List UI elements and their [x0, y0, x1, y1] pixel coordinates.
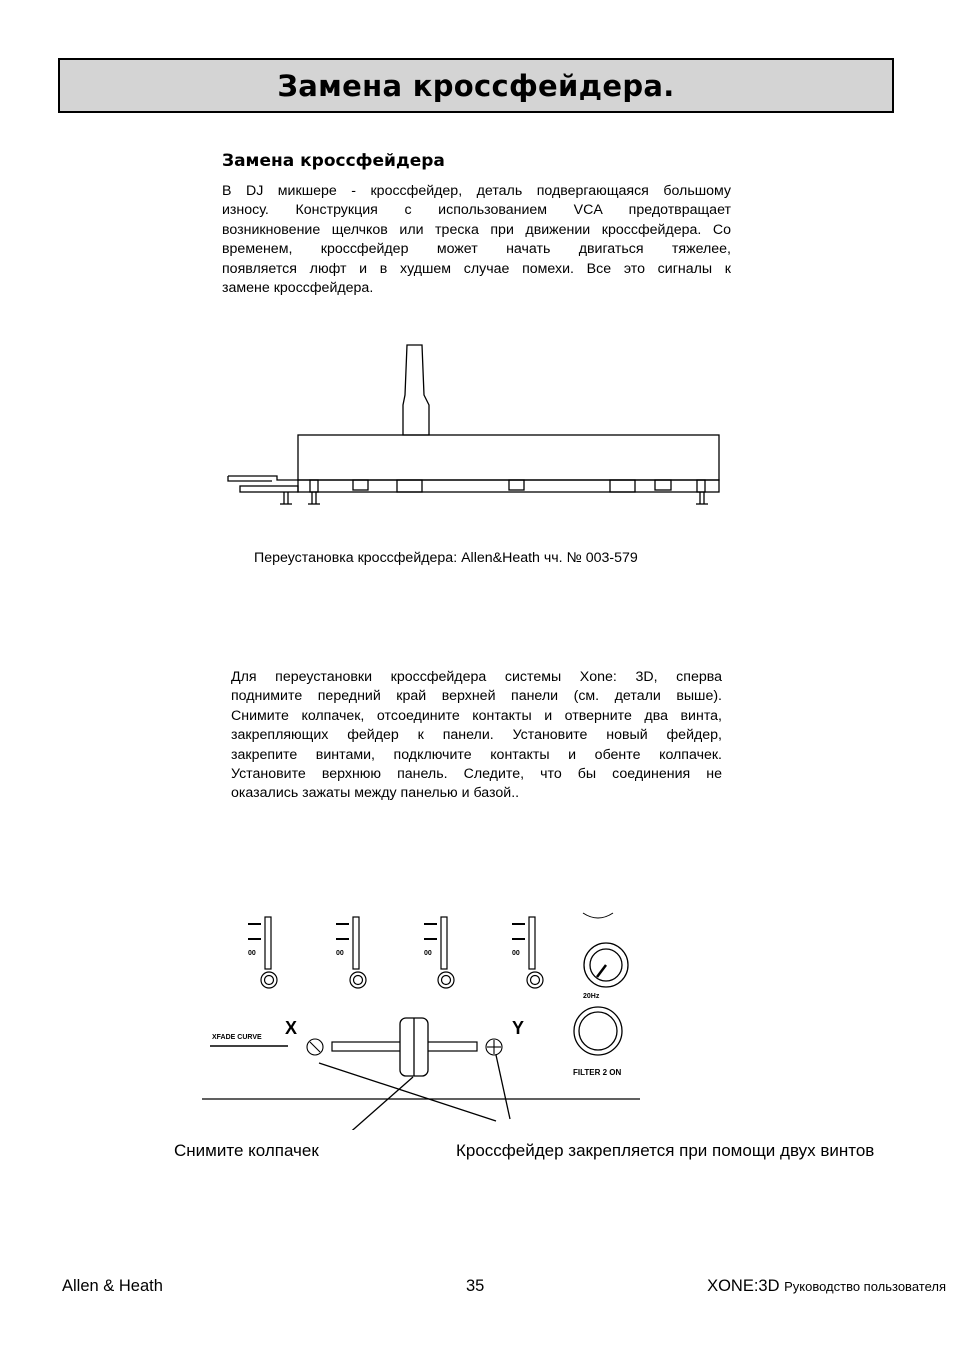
- fader-mark: 00: [336, 950, 344, 957]
- hz-label: 20Hz: [583, 993, 600, 1000]
- intro-line: замене кроссфейдера.: [222, 280, 374, 297]
- callout-screws: Кроссфейдер закрепляется при помощи двух винтов: [456, 1141, 875, 1160]
- xfade-curve-label: XFADE CURVE: [212, 1034, 262, 1041]
- filter-label: FILTER 2 ON: [573, 1068, 622, 1077]
- knob-arc: [583, 913, 613, 918]
- intro-line: временем, кроссфейдер может начать двигаться тяжелее,: [222, 241, 731, 258]
- intro-line: появляется люфт и в худшем случае помехи. Все это сигналы к: [222, 260, 731, 277]
- footer-doc-title: [707, 1277, 946, 1296]
- intro-paragraph: [222, 182, 731, 298]
- instruction-line: Снимите колпачек, отсоедините контакты и отверните два винта,: [231, 707, 722, 724]
- footer-product: XONE:3D: [707, 1277, 780, 1295]
- page-title-box: [58, 58, 894, 113]
- page-title: Замена кроссфейдера.: [277, 68, 675, 103]
- page-number: 35: [466, 1277, 485, 1295]
- intro-line: возникновение щелчков или треска при движении кроссфейдера. Со: [222, 221, 731, 238]
- instruction-paragraph: [231, 668, 722, 804]
- filter-knob: [584, 943, 628, 987]
- figure-caption: Переустановка кроссфейдера: Allen&Heath чч. № 003-579: [254, 550, 638, 566]
- intro-line: износу. Конструкция с использованием VCA предотвращает: [222, 202, 731, 219]
- screw-y: [486, 1039, 502, 1055]
- fader-mark: 00: [424, 950, 432, 957]
- screw-x: [307, 1039, 323, 1055]
- callout-remove-cap: Снимите колпачек: [174, 1141, 319, 1160]
- fader-mark: 00: [512, 950, 520, 957]
- instruction-line: Для переустановки кроссфейдера системы Xone: 3D, сперва: [231, 669, 722, 685]
- crossfader-side-diagram: [220, 335, 730, 515]
- instruction-line: оказались зажаты между панелью и базой..: [231, 785, 520, 802]
- instruction-line: закрепляющих фейдер к панели. Установите новый фейдер,: [231, 727, 722, 744]
- filter-button: [574, 1007, 622, 1055]
- fader-mark: 00: [248, 950, 256, 957]
- instruction-line: закрепите винтами, подключите контакты и обенте колпачек.: [231, 746, 722, 763]
- crossfader-cap: [400, 1018, 428, 1076]
- footer-doc: Руководство пользователя: [784, 1279, 946, 1294]
- intro-line: В DJ микшере - кроссфейдер, деталь подвергающаяся большому: [222, 183, 731, 199]
- mixer-panel-diagram: [190, 905, 650, 1130]
- x-label: X: [285, 1018, 298, 1038]
- footer-brand: Allen & Heath: [62, 1277, 163, 1295]
- section-heading: Замена кроссфейдера: [222, 151, 445, 171]
- instruction-line: поднимите передний край верхней панели (см. детали выше).: [231, 688, 722, 705]
- y-label: Y: [512, 1018, 525, 1038]
- instruction-line: Установите верхнюю панель. Следите, что бы соединения не: [231, 766, 722, 783]
